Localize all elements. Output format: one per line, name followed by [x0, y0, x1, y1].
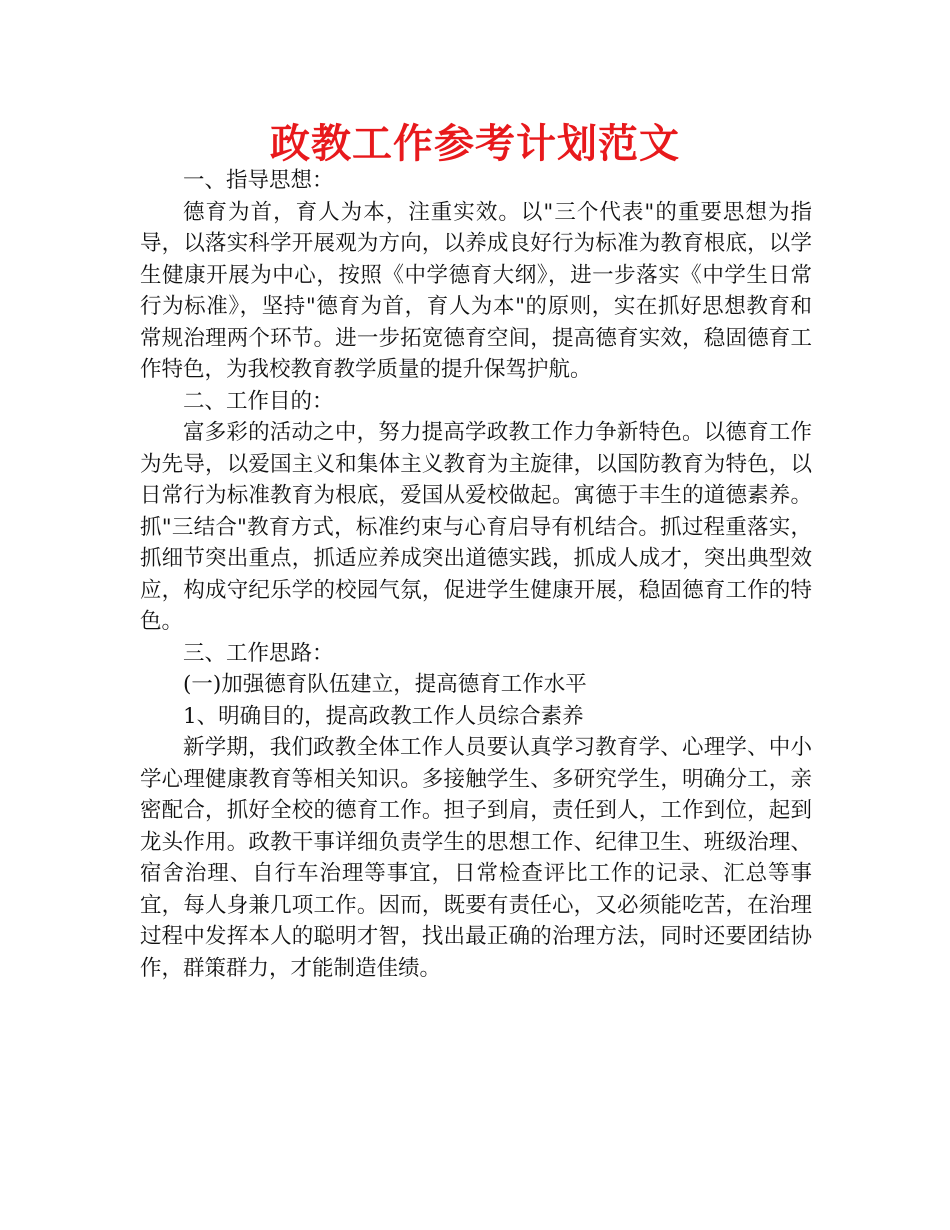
section-heading-guiding-thought: 一、指导思想： — [183, 168, 334, 193]
section-heading-work-approach: 三、工作思路： — [183, 640, 334, 666]
paragraph-guiding-thought: 德育为首，育人为本，注重实效。以"三个代表"的重要思想为指导，以落实科学开展观为方向，以养成良好行为标准为教育根底，以学生健康开展为中心，按照《中学德育大纲》，进一步落实《中学生日常行为标准》，坚持"德育为首，育人为本"的原则，实在抓好思想教育和常规治理两个环节。进一步拓宽德育空间，提高德育实效，稳固德育工作特色，为我校教育教学质量的提升保驾护航。 — [140, 199, 812, 382]
item-heading-clear-goals: 1、明确目的，提高政教工作人员综合素养 — [183, 703, 584, 729]
paragraph-work-goals: 富多彩的活动之中，努力提高学政教工作力争新特色。以德育工作为先导，以爱国主义和集体主义教育为主旋律，以国防教育为特色，以日常行为标准教育为根底，爱国从爱校做起。寓德于丰生的道德素养。抓"三结合"教育方式，标准约束与心育启导有机结合。抓过程重落实，抓细节突出重点，抓适应养成突出道德实践，抓成人成才，突出典型效应，构成守纪乐学的校园气氛，促进学生健康开展，稳固德育工作的特色。 — [140, 420, 812, 634]
subsection-heading-team-building: (一)加强德育队伍建立，提高德育工作水平 — [183, 672, 587, 697]
section-heading-work-goals: 二、工作目的： — [183, 388, 334, 414]
paragraph-new-semester: 新学期，我们政教全体工作人员要认真学习教育学、心理学、中小学心理健康教育等相关知识。多接触学生、多研究学生，明确分工，亲密配合，抓好全校的德育工作。担子到肩，责任到人，工作到位，起到龙头作用。政教干事详细负责学生的思想工作、纪律卫生、班级治理、宿舍治理、自行车治理等事宜，日常检查评比工作的记录、汇总等事宜，每人身兼几项工作。因而，既要有责任心，又必须能吃苦，在治理过程中发挥本人的聪明才智，找出最正确的治理方法，同时还要团结协作，群策群力，才能制造佳绩。 — [140, 735, 812, 981]
document-title: 政教工作参考计划范文 — [270, 120, 680, 167]
document-body — [140, 165, 812, 984]
